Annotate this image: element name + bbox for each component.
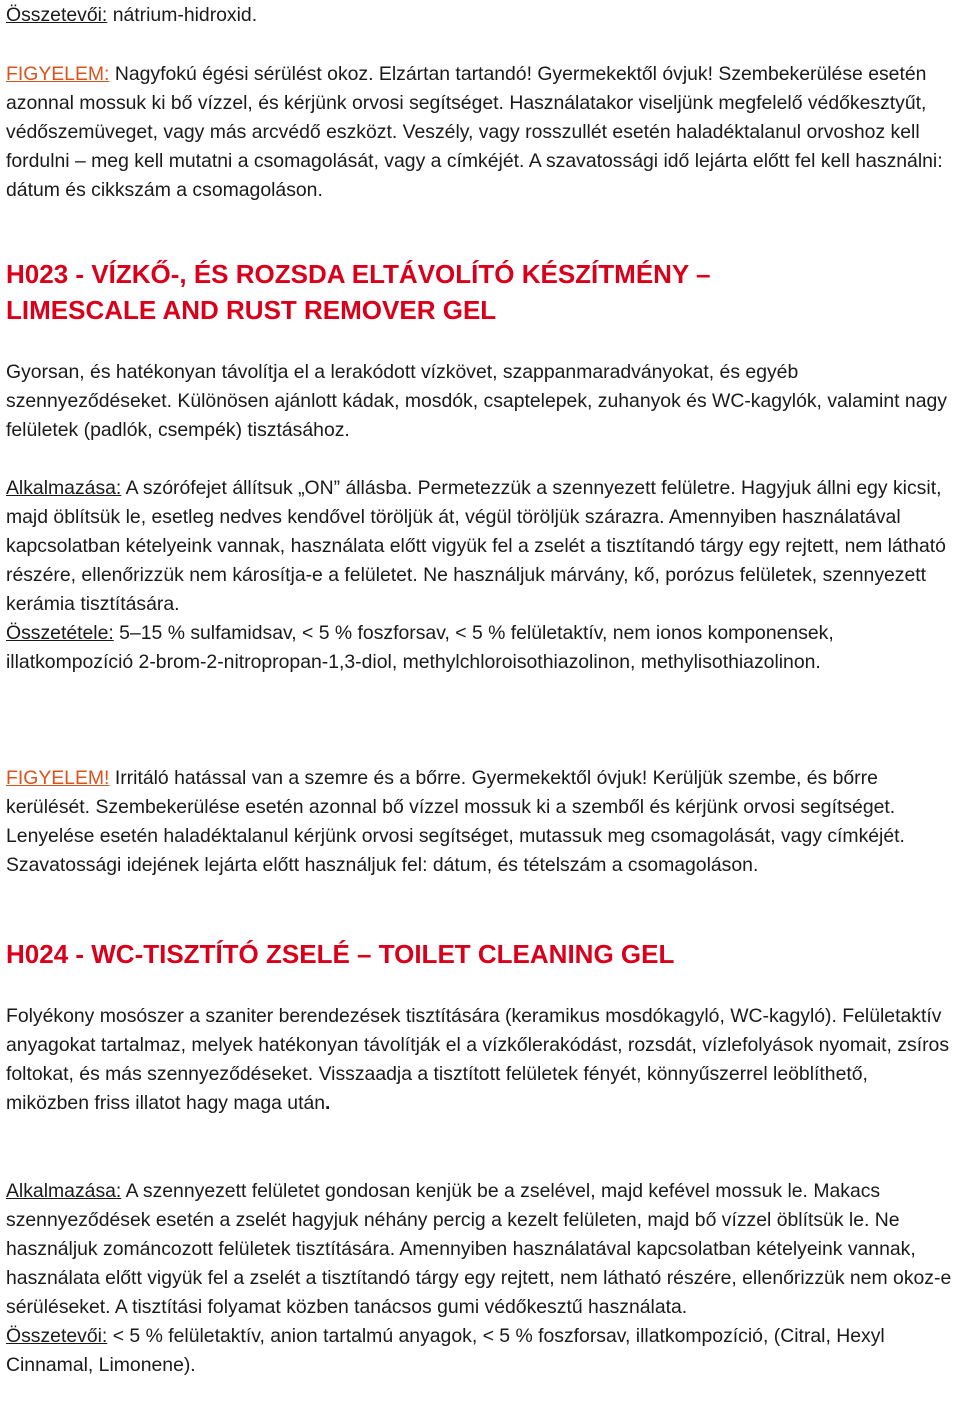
warning-label: FIGYELEM: [6, 63, 110, 85]
heading-line-1: H023 - VÍZKŐ-, ÉS ROZSDA ELTÁVOLÍTÓ KÉSZÍTMÉNY – [6, 259, 711, 289]
usage-label: Alkalmazása: [6, 1180, 122, 1202]
warning-paragraph-1 [6, 60, 956, 205]
composition-label: Összetevői: [6, 4, 108, 26]
composition-text: 5–15 % sulfamidsav, < 5 % foszforsav, < 5 % felületaktív, nem ionos komponensek, illatkompozíció 2-brom-2-nitropropan-1,3-diol, methylchloroisothiazolinon, methylisothiazolinon. [6, 622, 834, 673]
usage-text: A szennyezett felületet gondosan kenjük be a zselével, majd kefével mossuk le. Makacs szennyeződések esetén a zselét hagyjuk néhány percig a kezelt felületen, majd bő vízzel öblítsük le. Ne használjuk zománcozott felületek tisztítására. Amennyiben használatával kapcsolatban kételyeink vannak, használata előtt vigyük fel a zselét a tisztítandó tárgy egy rejtett, nem látható részére, ellenőrizzük nem okoz-e sérüléseket. A tisztítási folyamat közben tanácsos gumi védőkesztű használata. [6, 1180, 952, 1318]
warning-label: FIGYELEM! [6, 767, 110, 789]
composition-text: nátrium-hidroxid. [107, 4, 258, 26]
heading-line-1: H024 - WC-TISZTÍTÓ ZSELÉ – TOILET CLEANING GEL [6, 939, 675, 969]
composition-label: Összetétele: [6, 622, 114, 644]
description-text: Folyékony mosószer a szaniter berendezések tisztítására (keramikus mosdókagyló, WC-kagyló). Felületaktív anyagokat tartalmaz, melyek hatékonyan távolítják el a vízkőlerakódást, rozsdát, vízlefolyások nyomait, zsíros foltokat, és más szennyeződéseket. Visszaadja a tisztított felületek fényét, könnyűszerrel leöblíthető, miközben friss illatot hagy maga után [6, 1005, 950, 1114]
product-heading-h024 [6, 936, 956, 972]
description-text: Gyorsan, és hatékonyan távolítja el a lerakódott vízkövet, szappanmaradványokat, és egyéb szennyeződéseket. Különösen ajánlott kádak, mosdók, csaptelepek, zuhanyok és WC-kagylók, valamint nagy felületek (padlók, csempék) tisztásához. [6, 361, 947, 441]
warning-text: Irritáló hatással van a szemre és a bőrre. Gyermekektől óvjuk! Kerüljük szembe, és bőrre kerülését. Szembekerülése esetén azonnal bő vízzel mossuk ki a szemből és kérjünk orvosi segítséget. Lenyelése esetén haladéktalanul kérjünk orvosi segítséget, mutassuk meg csomagolását, vagy címkéjét. Szavatossági idejének lejárta előtt használjuk fel: dátum, és tételszám a csomagoláson. [6, 767, 905, 876]
usage-label: Alkalmazása: [6, 477, 122, 499]
description-paragraph-h023 [6, 358, 956, 445]
description-end-dot: . [325, 1092, 331, 1114]
product-heading-h023 [6, 256, 956, 328]
composition-paragraph-1 [6, 1, 956, 30]
usage-text: A szórófejet állítsuk „ON” állásba. Permetezzük a szennyezett felületre. Hagyjuk állni egy kicsit, majd öblítsük le, esetleg nedves kendővel töröljük át, végül töröljük szárazra. Amennyiben használatával kapcsolatban kételyeink vannak, használata előtt vigyük fel a zselét a tisztítandó tárgy egy rejtett, nem látható részére, ellenőrizzük nem károsítja-e a felületet. Ne használjuk márvány, kő, porózus felületek, szennyezett kerámia tisztítására. [6, 477, 946, 615]
heading-line-2: LIMESCALE AND RUST REMOVER GEL [6, 295, 497, 325]
warning-paragraph-2 [6, 764, 956, 880]
usage-paragraph-h024 [6, 1177, 956, 1380]
usage-paragraph-h023 [6, 474, 956, 677]
description-paragraph-h024 [6, 1002, 956, 1118]
composition-text: < 5 % felületaktív, anion tartalmú anyagok, < 5 % foszforsav, illatkompozíció, (Citral, Hexyl Cinnamal, Limonene). [6, 1325, 885, 1376]
composition-label: Összetevői: [6, 1325, 108, 1347]
warning-text: Nagyfokú égési sérülést okoz. Elzártan tartandó! Gyermekektől óvjuk! Szembekerülése esetén azonnal mossuk ki bő vízzel, és kérjünk orvosi segítséget. Használatakor viseljünk megfelelő védőkesztyűt, védőszemüveget, vagy más arcvédő eszközt. Veszély, vagy rosszullét esetén haladéktalanul orvoshoz kell fordulni – meg kell mutatni a csomagolását, vagy a címkéjét. A szavatossági idő lejárta előtt fel kell használni: dátum és cikkszám a csomagoláson. [6, 63, 943, 201]
